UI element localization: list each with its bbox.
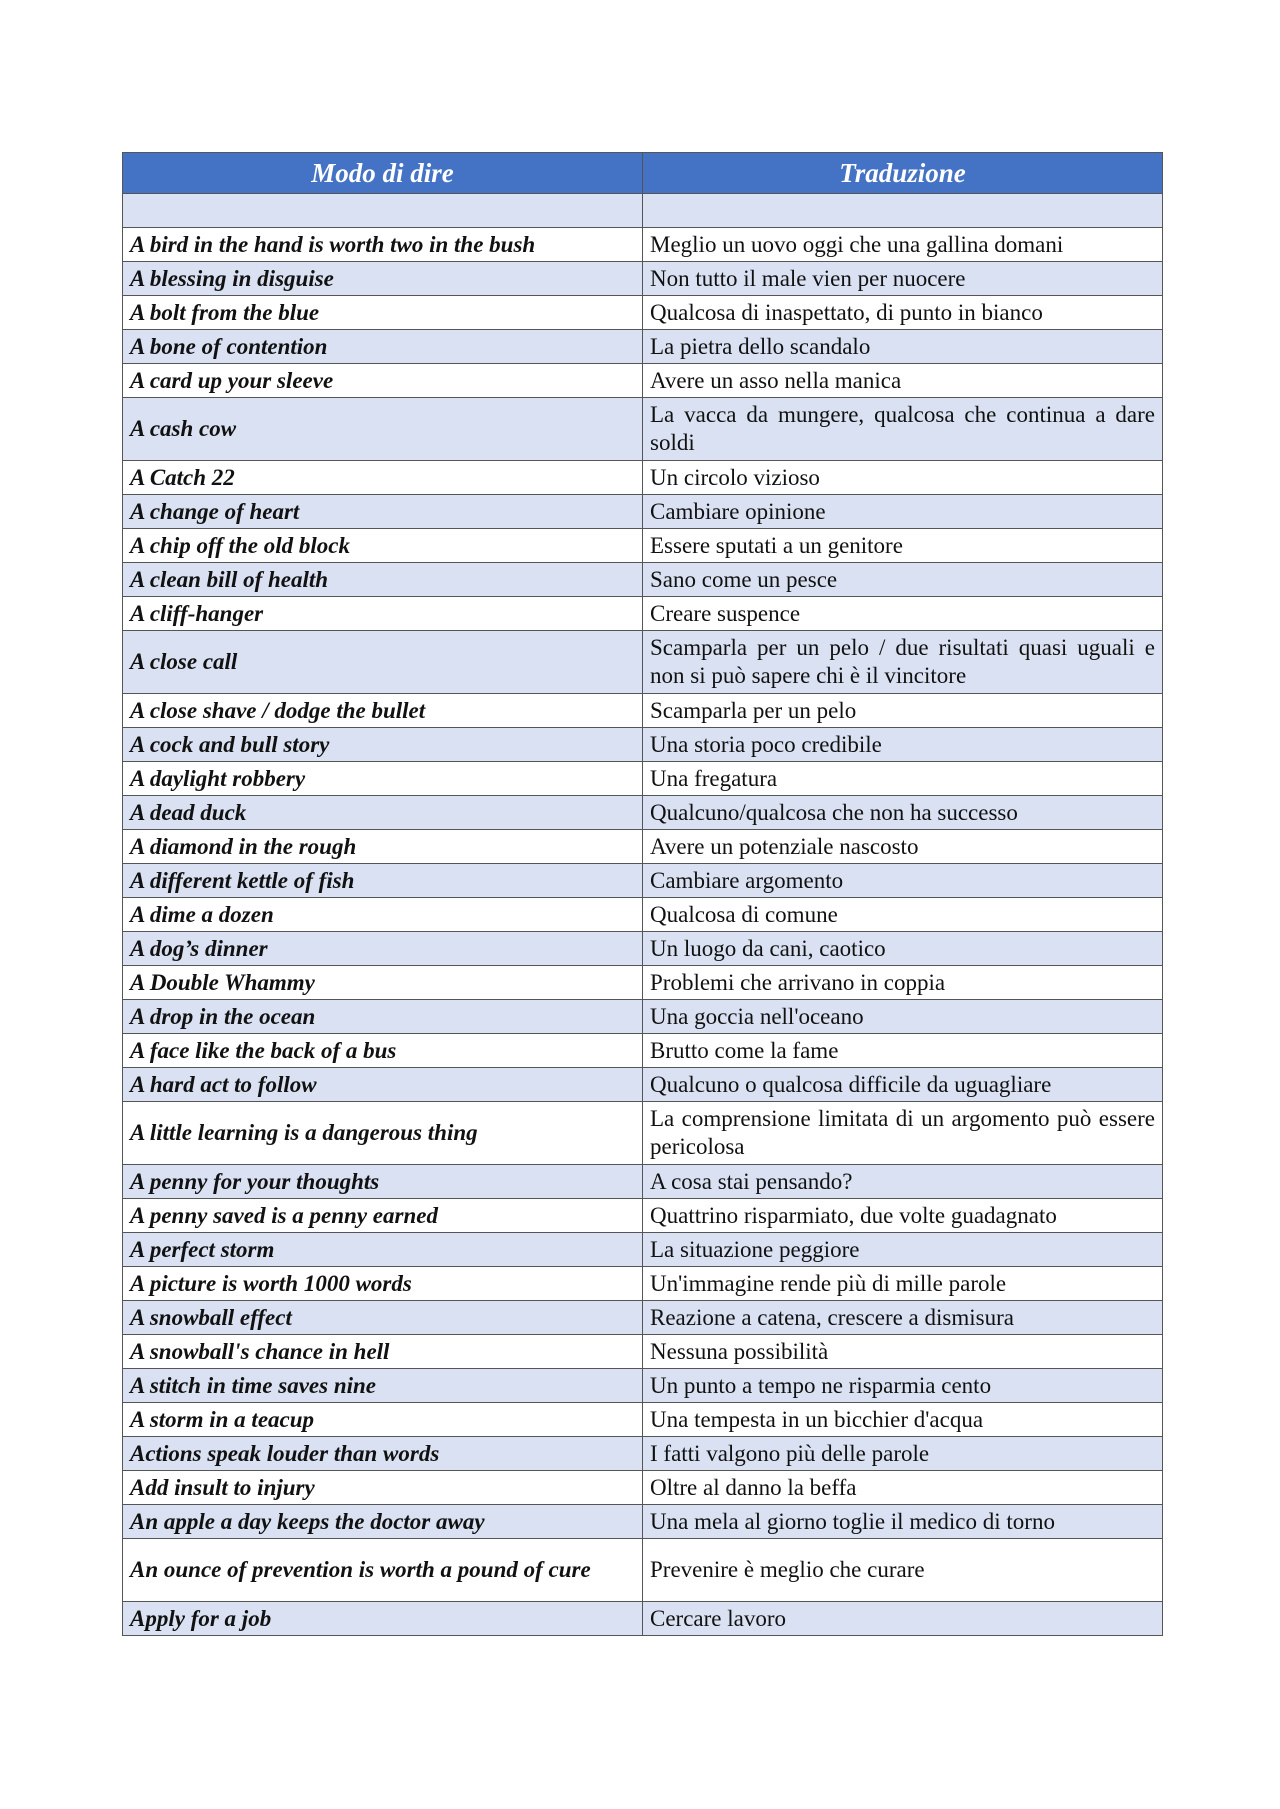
idiom-cell: A perfect storm bbox=[123, 1233, 643, 1267]
translation-cell: Una fregatura bbox=[643, 762, 1163, 796]
idiom-cell: A daylight robbery bbox=[123, 762, 643, 796]
header-traduzione: Traduzione bbox=[643, 153, 1163, 194]
translation-cell: Reazione a catena, crescere a dismisura bbox=[643, 1301, 1163, 1335]
translation-cell: Essere sputati a un genitore bbox=[643, 529, 1163, 563]
idiom-cell: A card up your sleeve bbox=[123, 364, 643, 398]
table-row bbox=[123, 1102, 1163, 1165]
idiom-cell: A penny saved is a penny earned bbox=[123, 1199, 643, 1233]
table-row bbox=[123, 1267, 1163, 1301]
idiom-cell: A clean bill of health bbox=[123, 563, 643, 597]
table-row bbox=[123, 1403, 1163, 1437]
translation-cell: Qualcuno/qualcosa che non ha successo bbox=[643, 796, 1163, 830]
table-row bbox=[123, 966, 1163, 1000]
translation-cell: Un punto a tempo ne risparmia cento bbox=[643, 1369, 1163, 1403]
idiom-cell: A little learning is a dangerous thing bbox=[123, 1102, 643, 1165]
translation-cell: La vacca da mungere, qualcosa che continua a dare soldi bbox=[643, 398, 1163, 461]
idiom-cell: An ounce of prevention is worth a pound of cure bbox=[123, 1539, 643, 1602]
table-row bbox=[123, 864, 1163, 898]
idiom-cell: A close call bbox=[123, 631, 643, 694]
table-row bbox=[123, 631, 1163, 694]
table-row bbox=[123, 364, 1163, 398]
translation-cell: Meglio un uovo oggi che una gallina domani bbox=[643, 228, 1163, 262]
translation-cell: La comprensione limitata di un argomento può essere pericolosa bbox=[643, 1102, 1163, 1165]
idiom-cell bbox=[123, 194, 643, 228]
idiom-cell: A Double Whammy bbox=[123, 966, 643, 1000]
table-row bbox=[123, 495, 1163, 529]
idiom-cell: A change of heart bbox=[123, 495, 643, 529]
idiom-cell: A face like the back of a bus bbox=[123, 1034, 643, 1068]
translation-cell bbox=[643, 194, 1163, 228]
table-row bbox=[123, 563, 1163, 597]
table-row bbox=[123, 1505, 1163, 1539]
idiom-cell: A close shave / dodge the bullet bbox=[123, 694, 643, 728]
idiom-cell: An apple a day keeps the doctor away bbox=[123, 1505, 643, 1539]
table-row bbox=[123, 529, 1163, 563]
idiom-cell: A diamond in the rough bbox=[123, 830, 643, 864]
translation-cell: Avere un asso nella manica bbox=[643, 364, 1163, 398]
translation-cell: Un luogo da cani, caotico bbox=[643, 932, 1163, 966]
translation-cell: La situazione peggiore bbox=[643, 1233, 1163, 1267]
table-row bbox=[123, 1000, 1163, 1034]
translation-cell: Cercare lavoro bbox=[643, 1602, 1163, 1636]
translation-cell: Brutto come la fame bbox=[643, 1034, 1163, 1068]
translation-cell: Oltre al danno la beffa bbox=[643, 1471, 1163, 1505]
table-row bbox=[123, 1539, 1163, 1602]
translation-cell: Nessuna possibilità bbox=[643, 1335, 1163, 1369]
idiom-cell: Add insult to injury bbox=[123, 1471, 643, 1505]
idiom-cell: A penny for your thoughts bbox=[123, 1165, 643, 1199]
table-row bbox=[123, 262, 1163, 296]
translation-cell: I fatti valgono più delle parole bbox=[643, 1437, 1163, 1471]
translation-cell: Una goccia nell'oceano bbox=[643, 1000, 1163, 1034]
table-row bbox=[123, 330, 1163, 364]
table-row bbox=[123, 1369, 1163, 1403]
idiom-cell: A chip off the old block bbox=[123, 529, 643, 563]
idiom-cell: A snowball's chance in hell bbox=[123, 1335, 643, 1369]
table-row bbox=[123, 694, 1163, 728]
table-row bbox=[123, 1437, 1163, 1471]
idiom-cell: A drop in the ocean bbox=[123, 1000, 643, 1034]
table-row bbox=[123, 461, 1163, 495]
translation-cell: Qualcuno o qualcosa difficile da uguagliare bbox=[643, 1068, 1163, 1102]
table-row bbox=[123, 898, 1163, 932]
translation-cell: Scamparla per un pelo bbox=[643, 694, 1163, 728]
translation-cell: Un circolo vizioso bbox=[643, 461, 1163, 495]
table-row bbox=[123, 932, 1163, 966]
header-modo-di-dire: Modo di dire bbox=[123, 153, 643, 194]
translation-cell: Qualcosa di comune bbox=[643, 898, 1163, 932]
table-row bbox=[123, 1068, 1163, 1102]
table-row bbox=[123, 1301, 1163, 1335]
table-row bbox=[123, 1471, 1163, 1505]
translation-cell: A cosa stai pensando? bbox=[643, 1165, 1163, 1199]
translation-cell: Creare suspence bbox=[643, 597, 1163, 631]
table-row bbox=[123, 1335, 1163, 1369]
translation-cell: Qualcosa di inaspettato, di punto in bianco bbox=[643, 296, 1163, 330]
idiom-cell: A dog’s dinner bbox=[123, 932, 643, 966]
table-header bbox=[123, 153, 1163, 194]
table-row bbox=[123, 728, 1163, 762]
idiom-cell: A storm in a teacup bbox=[123, 1403, 643, 1437]
translation-cell: Una tempesta in un bicchier d'acqua bbox=[643, 1403, 1163, 1437]
idiom-cell: A bone of contention bbox=[123, 330, 643, 364]
idiom-cell: A cock and bull story bbox=[123, 728, 643, 762]
translation-cell: Scamparla per un pelo / due risultati quasi uguali e non si può sapere chi è il vincitore bbox=[643, 631, 1163, 694]
table-row bbox=[123, 1602, 1163, 1636]
idiom-cell: Apply for a job bbox=[123, 1602, 643, 1636]
translation-cell: Cambiare opinione bbox=[643, 495, 1163, 529]
idioms-table bbox=[122, 152, 1163, 1636]
idiom-cell: A cash cow bbox=[123, 398, 643, 461]
translation-cell: Sano come un pesce bbox=[643, 563, 1163, 597]
idiom-cell: A Catch 22 bbox=[123, 461, 643, 495]
table-row bbox=[123, 1034, 1163, 1068]
translation-cell: Prevenire è meglio che curare bbox=[643, 1539, 1163, 1602]
table-row bbox=[123, 296, 1163, 330]
idiom-cell: A hard act to follow bbox=[123, 1068, 643, 1102]
translation-cell: Una storia poco credibile bbox=[643, 728, 1163, 762]
table-row bbox=[123, 398, 1163, 461]
idiom-cell: A picture is worth 1000 words bbox=[123, 1267, 643, 1301]
table-row bbox=[123, 762, 1163, 796]
translation-cell: Avere un potenziale nascosto bbox=[643, 830, 1163, 864]
translation-cell: Cambiare argomento bbox=[643, 864, 1163, 898]
table-row bbox=[123, 1165, 1163, 1199]
idiom-cell: A stitch in time saves nine bbox=[123, 1369, 643, 1403]
translation-cell: Una mela al giorno toglie il medico di torno bbox=[643, 1505, 1163, 1539]
table-row bbox=[123, 830, 1163, 864]
idiom-cell: A blessing in disguise bbox=[123, 262, 643, 296]
table-row bbox=[123, 228, 1163, 262]
translation-cell: Non tutto il male vien per nuocere bbox=[643, 262, 1163, 296]
table-body bbox=[123, 194, 1163, 1636]
idiom-cell: A dead duck bbox=[123, 796, 643, 830]
table-row bbox=[123, 1199, 1163, 1233]
table-row bbox=[123, 796, 1163, 830]
translation-cell: La pietra dello scandalo bbox=[643, 330, 1163, 364]
idiom-cell: A snowball effect bbox=[123, 1301, 643, 1335]
idiom-cell: A cliff-hanger bbox=[123, 597, 643, 631]
table-row bbox=[123, 194, 1163, 228]
translation-cell: Quattrino risparmiato, due volte guadagnato bbox=[643, 1199, 1163, 1233]
idiom-cell: A different kettle of fish bbox=[123, 864, 643, 898]
idiom-cell: A bolt from the blue bbox=[123, 296, 643, 330]
translation-cell: Problemi che arrivano in coppia bbox=[643, 966, 1163, 1000]
table-row bbox=[123, 597, 1163, 631]
table-row bbox=[123, 1233, 1163, 1267]
idiom-cell: A bird in the hand is worth two in the bush bbox=[123, 228, 643, 262]
translation-cell: Un'immagine rende più di mille parole bbox=[643, 1267, 1163, 1301]
idiom-cell: Actions speak louder than words bbox=[123, 1437, 643, 1471]
idiom-cell: A dime a dozen bbox=[123, 898, 643, 932]
